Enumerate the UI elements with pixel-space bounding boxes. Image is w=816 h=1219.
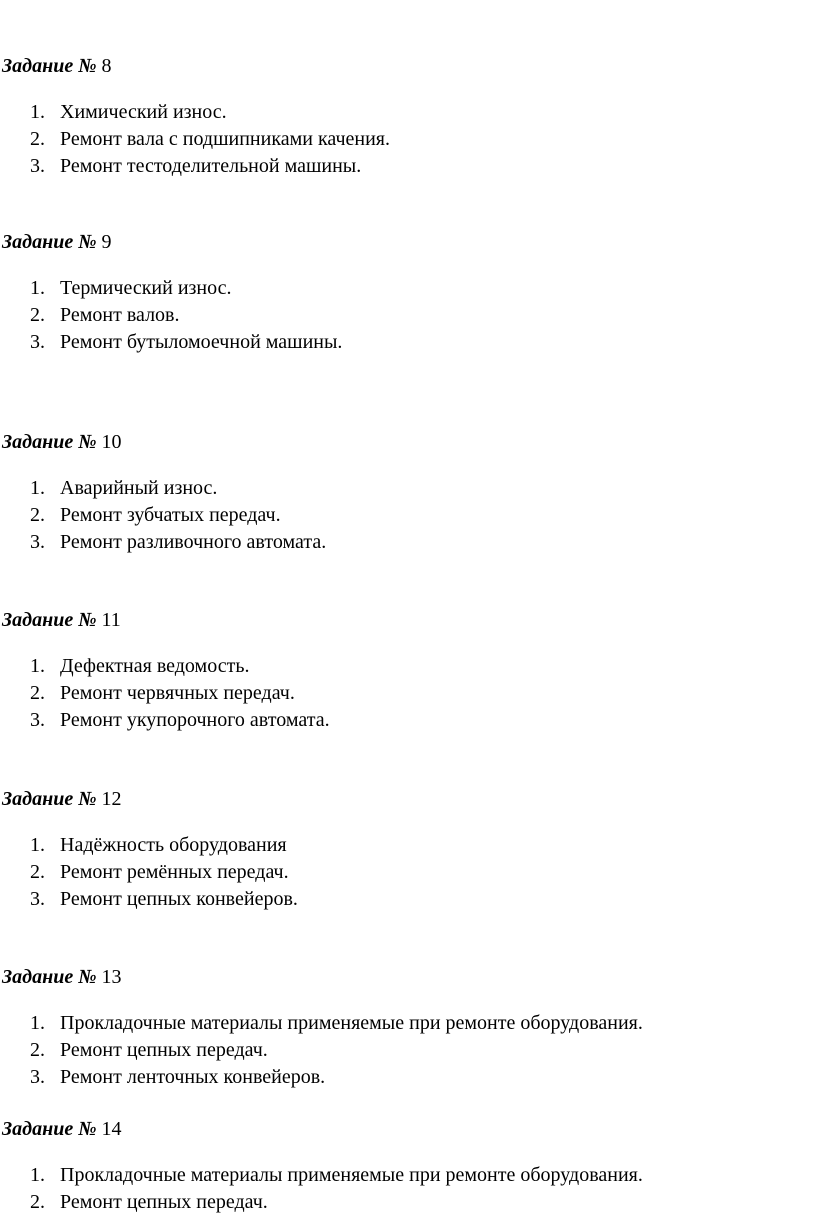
item-number: 1. [30, 655, 45, 677]
task-number: 12 [101, 788, 122, 810]
item-number: 1. [30, 1012, 45, 1034]
item-number: 3. [30, 709, 45, 731]
item-number: 3. [30, 888, 45, 910]
task-label: Задание № [2, 55, 97, 77]
task-label: Задание № [2, 966, 97, 988]
task-heading [2, 1117, 122, 1141]
item-text: Ремонт укупорочного автомата. [60, 709, 330, 731]
item-text: Ремонт вала с подшипниками качения. [60, 128, 390, 150]
item-text: Химический износ. [60, 101, 227, 123]
item-text: Прокладочные материалы применяемые при ремонте оборудования. [60, 1012, 643, 1034]
item-number: 2. [30, 1039, 45, 1061]
task-heading [2, 608, 121, 632]
task-label: Задание № [2, 231, 97, 253]
item-number: 2. [30, 504, 45, 526]
item-text: Прокладочные материалы применяемые при ремонте оборудования. [60, 1164, 643, 1186]
item-number: 3. [30, 531, 45, 553]
item-number: 2. [30, 861, 45, 883]
task-heading [2, 54, 112, 78]
item-number: 3. [30, 155, 45, 177]
item-text: Ремонт зубчатых передач. [60, 504, 281, 526]
task-heading [2, 965, 122, 989]
item-text: Аварийный износ. [60, 477, 218, 499]
item-text: Ремонт цепных конвейеров. [60, 888, 298, 910]
item-text: Ремонт ремённых передач. [60, 861, 289, 883]
task-number: 9 [101, 231, 112, 253]
item-text: Ремонт цепных передач. [60, 1191, 268, 1213]
task-label: Задание № [2, 431, 97, 453]
item-number: 2. [30, 304, 45, 326]
item-number: 1. [30, 277, 45, 299]
task-label: Задание № [2, 1118, 97, 1140]
item-number: 3. [30, 331, 45, 353]
item-text: Ремонт тестоделительной машины. [60, 155, 362, 177]
item-number: 1. [30, 834, 45, 856]
task-label: Задание № [2, 609, 97, 631]
item-text: Ремонт разливочного автомата. [60, 531, 327, 553]
item-number: 1. [30, 477, 45, 499]
item-number: 1. [30, 101, 45, 123]
task-number: 13 [101, 966, 122, 988]
item-text: Ремонт цепных передач. [60, 1039, 268, 1061]
task-number: 8 [101, 55, 112, 77]
item-text: Ремонт червячных передач. [60, 682, 295, 704]
item-text: Дефектная ведомость. [60, 655, 250, 677]
item-text: Ремонт бутыломоечной машины. [60, 331, 343, 353]
task-number: 10 [101, 431, 122, 453]
item-number: 3. [30, 1066, 45, 1088]
task-heading [2, 787, 122, 811]
task-heading [2, 430, 122, 454]
task-heading [2, 230, 112, 254]
item-number: 2. [30, 682, 45, 704]
task-number: 14 [101, 1118, 122, 1140]
task-number: 11 [101, 609, 121, 631]
item-number: 1. [30, 1164, 45, 1186]
item-number: 2. [30, 1191, 45, 1213]
item-text: Ремонт валов. [60, 304, 180, 326]
task-label: Задание № [2, 788, 97, 810]
item-text: Термический износ. [60, 277, 232, 299]
item-number: 2. [30, 128, 45, 150]
item-text: Надёжность оборудования [60, 834, 287, 856]
item-text: Ремонт ленточных конвейеров. [60, 1066, 326, 1088]
